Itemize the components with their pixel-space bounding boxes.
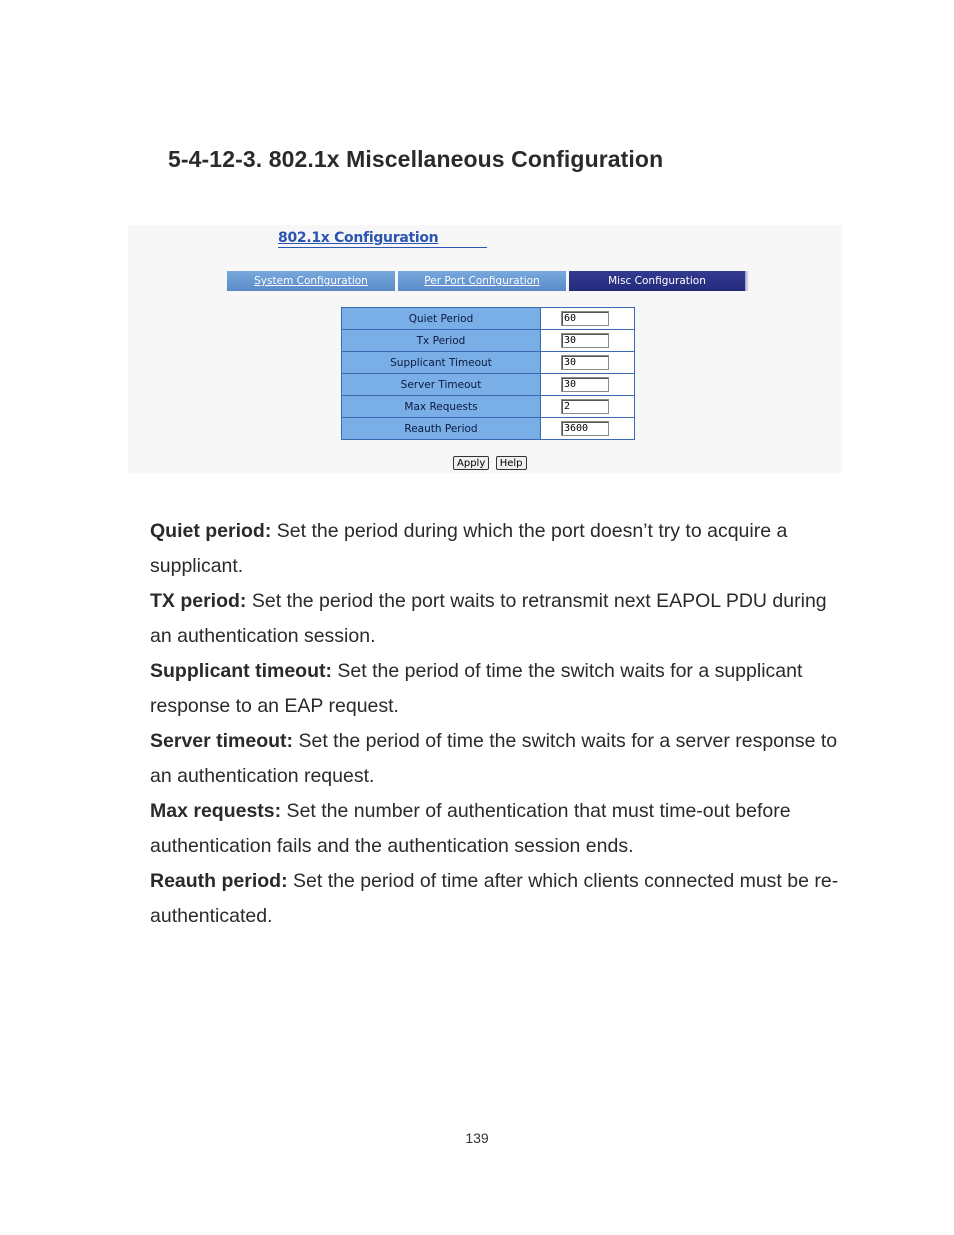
configuration-screenshot [128,225,842,473]
tab-misc-configuration[interactable]: Misc Configuration [569,271,745,291]
description-tx-period: TX period: Set the period the port waits to retransmit next EAPOL PDU during an authentication session. [150,590,827,647]
table-row [342,418,635,440]
tab-system-configuration[interactable]: System Configuration [227,271,395,291]
description-server-timeout: Server timeout: Set the period of time the switch waits for a server response to an authentication request. [150,730,838,787]
table-row [342,396,635,418]
quiet-period-label: Quiet Period [342,308,541,330]
tx-period-input[interactable] [561,333,609,348]
apply-button[interactable]: Apply [453,456,489,470]
config-tabs [227,271,747,291]
page-number: 139 [465,1130,489,1146]
reauth-period-label: Reauth Period [342,418,541,440]
quiet-period-input[interactable] [561,311,609,326]
config-page-title: 802.1x Configuration [278,230,487,248]
reauth-period-input[interactable] [561,421,609,436]
description-supplicant-timeout: Supplicant timeout: Set the period of time the switch waits for a supplicant response to an EAP request. [150,660,803,717]
table-row [342,308,635,330]
max-requests-input[interactable] [561,399,609,414]
supplicant-timeout-input[interactable] [561,355,609,370]
table-row [342,352,635,374]
description-reauth-period: Reauth period: Set the period of time after which clients connected must be re-authenticated. [150,870,839,927]
help-button[interactable]: Help [496,456,527,470]
form-buttons [453,453,529,471]
max-requests-label: Max Requests [342,396,541,418]
section-heading: 5-4-12-3. 802.1x Miscellaneous Configuration [168,146,664,172]
field-descriptions [150,514,850,934]
table-row [342,374,635,396]
server-timeout-label: Server Timeout [342,374,541,396]
description-quiet-period: Quiet period: Set the period during which the port doesn’t try to acquire a supplicant. [150,520,788,577]
misc-config-table [341,307,635,440]
description-max-requests: Max requests: Set the number of authentication that must time-out before authentication fails and the authentication session ends. [150,800,791,857]
tx-period-label: Tx Period [342,330,541,352]
table-row [342,330,635,352]
server-timeout-input[interactable] [561,377,609,392]
supplicant-timeout-label: Supplicant Timeout [342,352,541,374]
tab-per-port-configuration[interactable]: Per Port Configuration [398,271,566,291]
